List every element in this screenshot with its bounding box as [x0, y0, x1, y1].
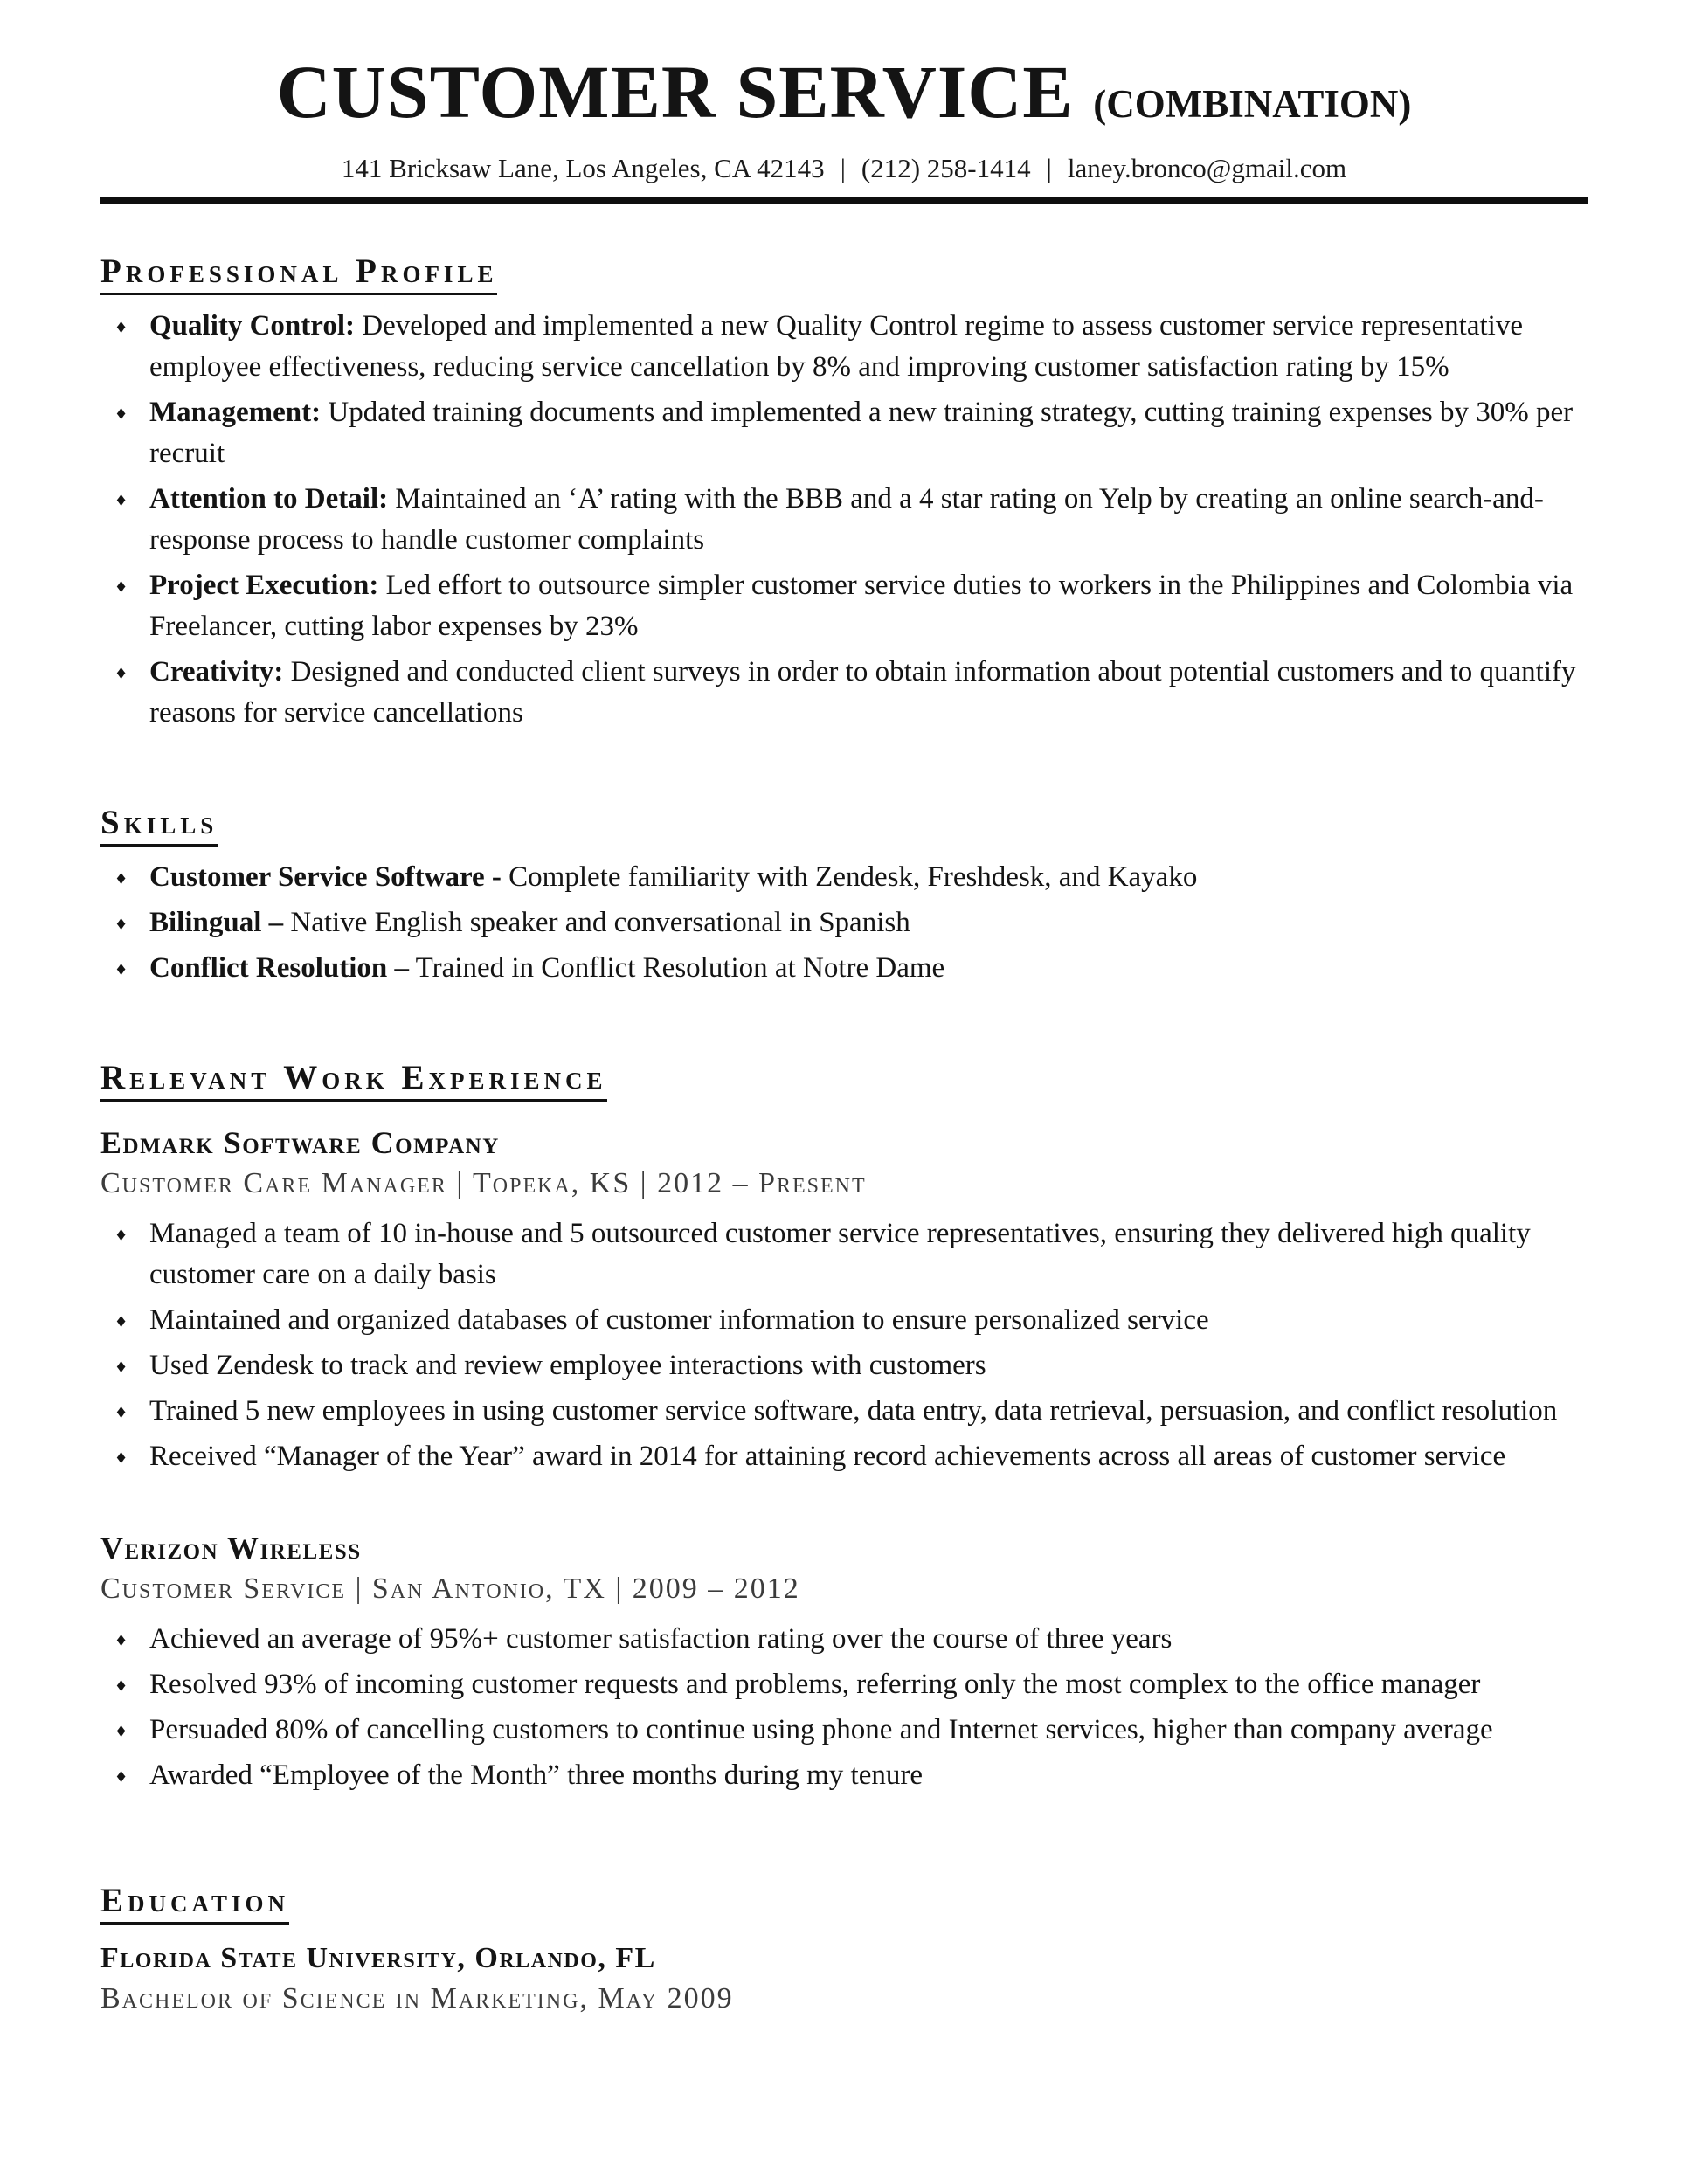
bullet-lead: Creativity:	[149, 656, 284, 688]
list-item	[116, 1300, 1588, 1341]
bullet-text: Updated training documents and implemented a new training strategy, cutting training expenses by 30% per recruit	[149, 397, 1574, 469]
bullet-text: Trained 5 new employees in using customer service software, data entry, data retrieval, persuasion, and conflict resolution	[149, 1395, 1558, 1427]
job-title-location-dates: Customer Service | San Antonio, TX | 2009 – 2012	[100, 1572, 800, 1605]
section-heading-education	[100, 1876, 1588, 1925]
bullet-lead: Management:	[149, 397, 322, 428]
bullet-lead: Quality Control:	[149, 310, 355, 342]
resume-title	[100, 48, 1588, 148]
list-item	[116, 565, 1588, 647]
bullet-diamond-icon: ♦	[116, 488, 127, 510]
bullet-lead: Customer Service Software -	[149, 861, 502, 893]
resume-header	[100, 48, 1588, 204]
resume-title-main: CUSTOMER SERVICE	[276, 50, 1074, 134]
resume-title-suffix: (COMBINATION)	[1093, 82, 1412, 126]
bullet-lead: Attention to Detail:	[149, 483, 389, 515]
section-education	[100, 1876, 1588, 2019]
bullet-text: Led effort to outsource simpler customer service duties to workers in the Philippines and Colombia via Freelancer, cutting labor expenses by 23%	[149, 570, 1574, 642]
list-item	[116, 1213, 1588, 1296]
section-work-experience	[100, 1054, 1588, 1796]
bullet-text: Complete familiarity with Zendesk, Freshdesk, and Kayako	[501, 861, 1198, 893]
skills-bullet-list	[100, 857, 1588, 989]
education-school: Florida State University, Orlando, FL	[100, 1942, 656, 1974]
bullet-text: Designed and conducted client surveys in order to obtain information about potential customers and to quantify reasons for service cancellations	[149, 656, 1576, 729]
bullet-diamond-icon: ♦	[116, 867, 127, 888]
job-verizon-wireless	[100, 1528, 1588, 1796]
list-item	[116, 392, 1588, 474]
contact-separator: |	[840, 153, 846, 183]
education-degree: Bachelor of Science in Marketing, May 2009	[100, 1982, 734, 2015]
header-rule	[100, 197, 1588, 204]
bullet-text: Trained in Conflict Resolution at Notre Dame	[409, 952, 945, 984]
bullet-text: Maintained an ‘A’ rating with the BBB and a 4 star rating on Yelp by creating an online search-and-response process to handle customer complaints	[149, 483, 1544, 556]
job-title-location-dates: Customer Care Manager | Topeka, KS | 2012 – Present	[100, 1167, 867, 1199]
section-heading-text: Professional Profile	[100, 252, 497, 295]
bullet-diamond-icon: ♦	[116, 661, 127, 683]
contact-line	[100, 151, 1588, 186]
contact-email: laney.bronco@gmail.com	[1067, 153, 1347, 183]
section-heading-text: Education	[100, 1881, 289, 1925]
bullet-text: Awarded “Employee of the Month” three months during my tenure	[149, 1759, 923, 1791]
bullet-text: Native English speaker and conversational in Spanish	[283, 907, 910, 938]
contact-separator: |	[1046, 153, 1052, 183]
bullet-diamond-icon: ♦	[116, 1628, 127, 1650]
bullet-text: Received “Manager of the Year” award in 2014 for attaining record achievements across all areas of customer service	[149, 1441, 1506, 1472]
bullet-text: Developed and implemented a new Quality Control regime to assess customer service representative employee effectiveness, reducing service cancellation by 8% and improving customer satisfaction rating by 15%	[149, 310, 1523, 383]
list-item	[116, 306, 1588, 388]
list-item	[116, 1710, 1588, 1751]
section-heading-work-experience	[100, 1054, 1588, 1102]
section-heading-text: Relevant Work Experience	[100, 1058, 607, 1102]
bullet-diamond-icon: ♦	[116, 315, 127, 337]
section-skills	[100, 798, 1588, 989]
list-item	[116, 1345, 1588, 1386]
bullet-diamond-icon: ♦	[116, 1446, 127, 1468]
list-item	[116, 1755, 1588, 1796]
bullet-diamond-icon: ♦	[116, 1355, 127, 1377]
list-item	[116, 1391, 1588, 1432]
list-item	[116, 857, 1588, 898]
bullet-diamond-icon: ♦	[116, 575, 127, 597]
job-bullet-list	[100, 1213, 1588, 1477]
section-professional-profile	[100, 247, 1588, 734]
bullet-diamond-icon: ♦	[116, 912, 127, 934]
list-item	[116, 1619, 1588, 1660]
bullet-diamond-icon: ♦	[116, 1400, 127, 1422]
section-heading-text: Skills	[100, 803, 218, 847]
bullet-text: Used Zendesk to track and review employee interactions with customers	[149, 1350, 986, 1381]
bullet-diamond-icon: ♦	[116, 1310, 127, 1331]
list-item	[116, 479, 1588, 561]
bullet-diamond-icon: ♦	[116, 1719, 127, 1741]
bullet-lead: Conflict Resolution –	[149, 952, 409, 984]
list-item	[116, 948, 1588, 989]
list-item	[116, 1664, 1588, 1705]
bullet-diamond-icon: ♦	[116, 1223, 127, 1245]
section-heading-professional-profile	[100, 247, 1588, 295]
bullet-text: Maintained and organized databases of customer information to ensure personalized service	[149, 1304, 1209, 1336]
job-company: Edmark Software Company	[100, 1125, 500, 1160]
profile-bullet-list	[100, 306, 1588, 734]
bullet-lead: Bilingual –	[149, 907, 284, 938]
list-item	[116, 652, 1588, 734]
contact-phone: (212) 258-1414	[861, 153, 1031, 183]
job-edmark-software	[100, 1123, 1588, 1477]
bullet-lead: Project Execution:	[149, 570, 379, 601]
job-bullet-list	[100, 1619, 1588, 1796]
job-company: Verizon Wireless	[100, 1531, 362, 1565]
list-item	[116, 1436, 1588, 1477]
bullet-text: Persuaded 80% of cancelling customers to continue using phone and Internet services, higher than company average	[149, 1714, 1493, 1745]
bullet-text: Resolved 93% of incoming customer requests and problems, referring only the most complex to the office manager	[149, 1669, 1481, 1700]
bullet-diamond-icon: ♦	[116, 957, 127, 979]
bullet-text: Achieved an average of 95%+ customer satisfaction rating over the course of three years	[149, 1623, 1173, 1655]
bullet-diamond-icon: ♦	[116, 1674, 127, 1696]
bullet-text: Managed a team of 10 in-house and 5 outsourced customer service representatives, ensuring they delivered high quality customer care on a daily basis	[149, 1218, 1531, 1290]
bullet-diamond-icon: ♦	[116, 402, 127, 424]
section-heading-skills	[100, 798, 1588, 847]
list-item	[116, 902, 1588, 943]
bullet-diamond-icon: ♦	[116, 1765, 127, 1787]
contact-address: 141 Bricksaw Lane, Los Angeles, CA 42143	[341, 153, 825, 183]
